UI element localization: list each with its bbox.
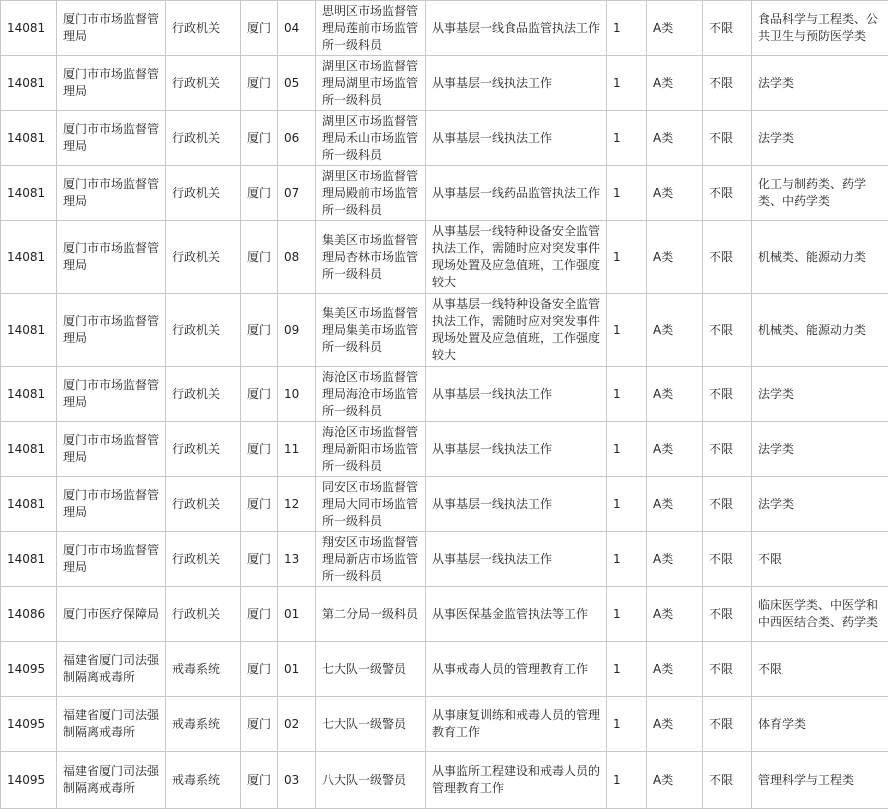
cell-limit: 不限 xyxy=(703,1,752,56)
cell-position: 第二分局一级科员 xyxy=(316,587,426,642)
cell-position: 集美区市场监督管理局杏林市场监管所一级科员 xyxy=(316,221,426,294)
cell-num: 09 xyxy=(278,294,316,367)
cell-major: 不限 xyxy=(752,532,888,587)
table-row xyxy=(1,294,888,367)
cell-limit: 不限 xyxy=(703,166,752,221)
table-row xyxy=(1,587,888,642)
cell-major: 机械类、能源动力类 xyxy=(752,221,888,294)
cell-org: 厦门市市场监督管理局 xyxy=(57,367,166,422)
cell-limit: 不限 xyxy=(703,477,752,532)
cell-category: A类 xyxy=(647,477,703,532)
cell-position: 海沧区市场监督管理局海沧市场监管所一级科员 xyxy=(316,367,426,422)
cell-num: 11 xyxy=(278,422,316,477)
cell-type: 戒毒系统 xyxy=(166,642,241,697)
cell-category: A类 xyxy=(647,56,703,111)
cell-category: A类 xyxy=(647,532,703,587)
cell-type: 行政机关 xyxy=(166,587,241,642)
cell-duty: 从事基层一线特种设备安全监管执法工作，需随时应对突发事件现场处置及应急值班，工作强度较大 xyxy=(426,294,607,367)
cell-duty: 从事监所工程建设和戒毒人员的管理教育工作 xyxy=(426,752,607,809)
cell-num: 12 xyxy=(278,477,316,532)
table-row xyxy=(1,752,888,809)
cell-count: 1 xyxy=(607,642,647,697)
cell-type: 行政机关 xyxy=(166,367,241,422)
cell-num: 05 xyxy=(278,56,316,111)
cell-org: 福建省厦门司法强制隔离戒毒所 xyxy=(57,642,166,697)
cell-limit: 不限 xyxy=(703,367,752,422)
table-body xyxy=(1,1,888,809)
cell-category: A类 xyxy=(647,294,703,367)
table-row xyxy=(1,642,888,697)
cell-code: 14081 xyxy=(1,111,57,166)
cell-org: 厦门市市场监督管理局 xyxy=(57,166,166,221)
cell-city: 厦门 xyxy=(241,1,278,56)
cell-type: 戒毒系统 xyxy=(166,697,241,752)
cell-major: 化工与制药类、药学类、中药学类 xyxy=(752,166,888,221)
cell-position: 七大队一级警员 xyxy=(316,642,426,697)
cell-city: 厦门 xyxy=(241,221,278,294)
cell-duty: 从事基层一线执法工作 xyxy=(426,422,607,477)
cell-category: A类 xyxy=(647,642,703,697)
table-row xyxy=(1,1,888,56)
cell-duty: 从事医保基金监管执法等工作 xyxy=(426,587,607,642)
cell-type: 行政机关 xyxy=(166,294,241,367)
cell-num: 04 xyxy=(278,1,316,56)
cell-org: 厦门市医疗保障局 xyxy=(57,587,166,642)
cell-org: 厦门市市场监督管理局 xyxy=(57,422,166,477)
cell-num: 01 xyxy=(278,587,316,642)
cell-duty: 从事基层一线特种设备安全监管执法工作，需随时应对突发事件现场处置及应急值班，工作强度较大 xyxy=(426,221,607,294)
cell-code: 14081 xyxy=(1,477,57,532)
cell-org: 厦门市市场监督管理局 xyxy=(57,477,166,532)
cell-num: 03 xyxy=(278,752,316,809)
cell-code: 14086 xyxy=(1,587,57,642)
cell-limit: 不限 xyxy=(703,752,752,809)
cell-code: 14081 xyxy=(1,1,57,56)
cell-limit: 不限 xyxy=(703,221,752,294)
cell-num: 08 xyxy=(278,221,316,294)
cell-type: 行政机关 xyxy=(166,221,241,294)
cell-position: 七大队一级警员 xyxy=(316,697,426,752)
cell-count: 1 xyxy=(607,587,647,642)
cell-code: 14081 xyxy=(1,294,57,367)
cell-duty: 从事康复训练和戒毒人员的管理教育工作 xyxy=(426,697,607,752)
cell-count: 1 xyxy=(607,367,647,422)
cell-category: A类 xyxy=(647,752,703,809)
cell-type: 行政机关 xyxy=(166,111,241,166)
cell-count: 1 xyxy=(607,477,647,532)
cell-limit: 不限 xyxy=(703,111,752,166)
cell-count: 1 xyxy=(607,1,647,56)
cell-code: 14095 xyxy=(1,642,57,697)
cell-duty: 从事基层一线执法工作 xyxy=(426,477,607,532)
cell-type: 行政机关 xyxy=(166,1,241,56)
cell-limit: 不限 xyxy=(703,56,752,111)
cell-duty: 从事基层一线执法工作 xyxy=(426,532,607,587)
cell-count: 1 xyxy=(607,697,647,752)
cell-category: A类 xyxy=(647,166,703,221)
table-row xyxy=(1,697,888,752)
cell-count: 1 xyxy=(607,56,647,111)
cell-city: 厦门 xyxy=(241,166,278,221)
cell-count: 1 xyxy=(607,111,647,166)
cell-major: 法学类 xyxy=(752,477,888,532)
table-row xyxy=(1,221,888,294)
cell-code: 14081 xyxy=(1,367,57,422)
cell-org: 厦门市市场监督管理局 xyxy=(57,221,166,294)
cell-code: 14095 xyxy=(1,752,57,809)
cell-type: 行政机关 xyxy=(166,477,241,532)
cell-city: 厦门 xyxy=(241,477,278,532)
cell-num: 01 xyxy=(278,642,316,697)
cell-type: 行政机关 xyxy=(166,422,241,477)
cell-code: 14081 xyxy=(1,422,57,477)
cell-major: 法学类 xyxy=(752,422,888,477)
cell-city: 厦门 xyxy=(241,111,278,166)
cell-code: 14095 xyxy=(1,697,57,752)
cell-city: 厦门 xyxy=(241,422,278,477)
cell-type: 行政机关 xyxy=(166,532,241,587)
cell-duty: 从事基层一线执法工作 xyxy=(426,111,607,166)
cell-code: 14081 xyxy=(1,221,57,294)
cell-position: 思明区市场监督管理局莲前市场监管所一级科员 xyxy=(316,1,426,56)
cell-position: 翔安区市场监督管理局新店市场监管所一级科员 xyxy=(316,532,426,587)
cell-limit: 不限 xyxy=(703,422,752,477)
cell-num: 02 xyxy=(278,697,316,752)
cell-major: 不限 xyxy=(752,642,888,697)
cell-category: A类 xyxy=(647,1,703,56)
cell-category: A类 xyxy=(647,221,703,294)
cell-major: 体育学类 xyxy=(752,697,888,752)
cell-position: 湖里区市场监督管理局禾山市场监管所一级科员 xyxy=(316,111,426,166)
cell-limit: 不限 xyxy=(703,587,752,642)
cell-org: 福建省厦门司法强制隔离戒毒所 xyxy=(57,697,166,752)
cell-org: 厦门市市场监督管理局 xyxy=(57,1,166,56)
cell-category: A类 xyxy=(647,697,703,752)
cell-limit: 不限 xyxy=(703,642,752,697)
cell-org: 厦门市市场监督管理局 xyxy=(57,111,166,166)
cell-org: 厦门市市场监督管理局 xyxy=(57,56,166,111)
table-row xyxy=(1,56,888,111)
cell-code: 14081 xyxy=(1,532,57,587)
table-row xyxy=(1,422,888,477)
cell-major: 法学类 xyxy=(752,367,888,422)
cell-num: 10 xyxy=(278,367,316,422)
cell-city: 厦门 xyxy=(241,642,278,697)
cell-position: 同安区市场监督管理局大同市场监管所一级科员 xyxy=(316,477,426,532)
cell-city: 厦门 xyxy=(241,367,278,422)
cell-org: 福建省厦门司法强制隔离戒毒所 xyxy=(57,752,166,809)
cell-org: 厦门市市场监督管理局 xyxy=(57,294,166,367)
table-row xyxy=(1,477,888,532)
cell-num: 06 xyxy=(278,111,316,166)
table-row xyxy=(1,532,888,587)
cell-num: 13 xyxy=(278,532,316,587)
table-row xyxy=(1,166,888,221)
cell-category: A类 xyxy=(647,111,703,166)
cell-category: A类 xyxy=(647,422,703,477)
cell-position: 湖里区市场监督管理局湖里市场监管所一级科员 xyxy=(316,56,426,111)
cell-position: 湖里区市场监督管理局殿前市场监管所一级科员 xyxy=(316,166,426,221)
cell-type: 行政机关 xyxy=(166,166,241,221)
cell-count: 1 xyxy=(607,166,647,221)
cell-limit: 不限 xyxy=(703,532,752,587)
cell-count: 1 xyxy=(607,294,647,367)
cell-count: 1 xyxy=(607,532,647,587)
cell-major: 食品科学与工程类、公共卫生与预防医学类 xyxy=(752,1,888,56)
cell-duty: 从事戒毒人员的管理教育工作 xyxy=(426,642,607,697)
cell-position: 海沧区市场监督管理局新阳市场监管所一级科员 xyxy=(316,422,426,477)
cell-major: 法学类 xyxy=(752,56,888,111)
cell-category: A类 xyxy=(647,587,703,642)
cell-major: 法学类 xyxy=(752,111,888,166)
cell-duty: 从事基层一线药品监管执法工作 xyxy=(426,166,607,221)
cell-type: 戒毒系统 xyxy=(166,752,241,809)
cell-city: 厦门 xyxy=(241,752,278,809)
cell-num: 07 xyxy=(278,166,316,221)
cell-major: 管理科学与工程类 xyxy=(752,752,888,809)
table-row xyxy=(1,111,888,166)
cell-city: 厦门 xyxy=(241,56,278,111)
cell-count: 1 xyxy=(607,221,647,294)
cell-city: 厦门 xyxy=(241,697,278,752)
cell-city: 厦门 xyxy=(241,587,278,642)
cell-count: 1 xyxy=(607,752,647,809)
cell-city: 厦门 xyxy=(241,532,278,587)
cell-position: 八大队一级警员 xyxy=(316,752,426,809)
cell-major: 机械类、能源动力类 xyxy=(752,294,888,367)
table-row xyxy=(1,367,888,422)
cell-count: 1 xyxy=(607,422,647,477)
cell-limit: 不限 xyxy=(703,697,752,752)
cell-position: 集美区市场监督管理局集美市场监管所一级科员 xyxy=(316,294,426,367)
cell-major: 临床医学类、中医学和中西医结合类、药学类 xyxy=(752,587,888,642)
cell-code: 14081 xyxy=(1,166,57,221)
cell-org: 厦门市市场监督管理局 xyxy=(57,532,166,587)
cell-type: 行政机关 xyxy=(166,56,241,111)
cell-code: 14081 xyxy=(1,56,57,111)
cell-duty: 从事基层一线执法工作 xyxy=(426,367,607,422)
cell-category: A类 xyxy=(647,367,703,422)
cell-duty: 从事基层一线执法工作 xyxy=(426,56,607,111)
cell-city: 厦门 xyxy=(241,294,278,367)
cell-limit: 不限 xyxy=(703,294,752,367)
cell-duty: 从事基层一线食品监管执法工作 xyxy=(426,1,607,56)
